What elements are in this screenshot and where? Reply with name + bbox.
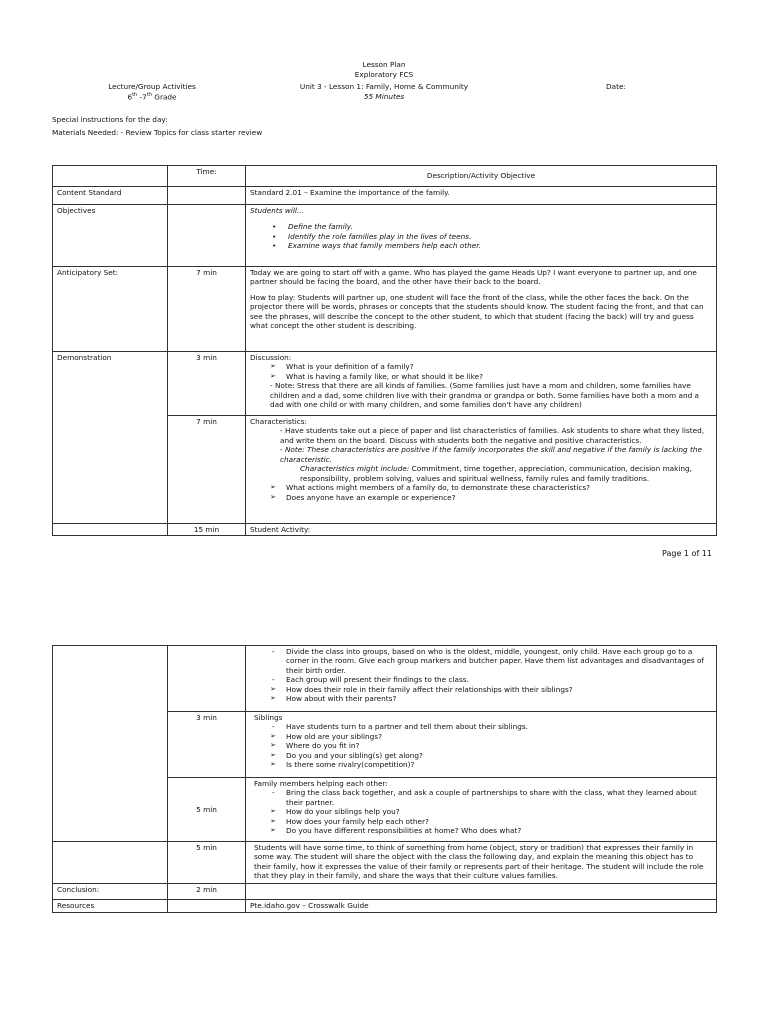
list-item: - Divide the class into groups, based on who is the oldest, middle, youngest, only child. Have each group go to a corner in the room. Give each group markers and butcher paper. Have them list advantages and disadvantages of their birth order. xyxy=(250,647,712,675)
list-item: • Define the family. xyxy=(250,222,712,231)
student-activity-time: 15 min xyxy=(168,524,246,536)
object-activity-time: 5 min xyxy=(168,842,246,884)
conclusion-time: 2 min xyxy=(168,884,246,900)
helping-title: Family members helping each other: xyxy=(254,779,388,788)
time-header: Time: xyxy=(168,166,246,187)
objectives-list xyxy=(250,222,712,250)
helping-questions xyxy=(250,807,712,835)
objectives-label: Objectives xyxy=(53,205,168,267)
list-item: ➢ How do your siblings help you? xyxy=(250,807,712,816)
list-item: ➢ Where do you fit in? xyxy=(250,741,712,750)
helping-steps xyxy=(250,788,712,807)
list-item: ➢ Do you have different responsibilities at home? Who does what? xyxy=(250,826,712,835)
discussion-time: 3 min xyxy=(168,352,246,416)
list-item: ➢ What actions might members of a family do, to demonstrate these characteristics? xyxy=(250,483,712,492)
object-activity-text: Students will have some time, to think of something from home (object, story or tradition) that expresses their family in some way. The student will share the object with the class the following day, and explain the meaning this object has to their family, how it expresses the value of their family or represents part of their heritage. The student will include the role that they play in their family, and share the ways that their culture values families. xyxy=(246,842,717,884)
list-item: ➢ How about with their parents? xyxy=(250,694,712,703)
objectives-intro: Students will… xyxy=(250,206,305,215)
characteristics-instructions: - Have students take out a piece of paper and list characteristics of families. Ask students to share what they listed, and write them on the board. Discuss with students both the negative and positive characteristics. xyxy=(280,426,705,445)
list-item: - Each group will present their findings to the class. xyxy=(250,675,712,684)
lesson-format: Lecture/Group Activities xyxy=(108,82,196,91)
siblings-questions xyxy=(250,732,712,770)
siblings-cell xyxy=(246,712,717,778)
special-instructions: Special instructions for the day: xyxy=(52,115,168,124)
list-item: ➢ How does your family help each other? xyxy=(250,817,712,826)
demonstration-label: Demonstration xyxy=(53,352,168,524)
discussion-title: Discussion: xyxy=(250,353,292,362)
characteristics-cell xyxy=(246,416,717,524)
description-header: Description/Activity Objective xyxy=(246,166,717,187)
discussion-questions xyxy=(250,362,712,381)
student-activity-cell xyxy=(246,646,717,712)
lesson-table-page2 xyxy=(52,645,717,913)
resources-label: Resources xyxy=(53,900,168,913)
grade-level: 6th -7th Grade xyxy=(127,92,177,102)
siblings-steps xyxy=(250,722,712,731)
anticipatory-set-label: Anticipatory Set: xyxy=(53,267,168,352)
list-item: ➢ What is having a family like, or what should it be like? xyxy=(250,372,712,381)
anticipatory-how-to-play: How to play: Students will partner up, one student will face the front of the class, while the other faces the back. On the projector there will be words, phrases or concepts that the students should know. The student facing the front, and that can see the phrases, will describe the concept to the other student, to which that student (facing the back) will try and guess what concept the other student is describing. xyxy=(250,292,704,331)
date-label: Date: xyxy=(606,82,626,91)
student-activity-title: Student Activity: xyxy=(246,524,717,536)
list-item: ➢ Is there some rivalry(competition)? xyxy=(250,760,712,769)
anticipatory-intro: Today we are going to start off with a game. Who has played the game Heads Up? I want everyone to partner up, and one partner should be facing the board, and the other have their back to the board. xyxy=(250,268,697,287)
list-item: • Identify the role families play in the lives of teens. xyxy=(250,232,712,241)
discussion-note: - Note: Stress that there are all kinds of families. (Some families just have a mom and children, some families have children and a dad, some children live with their grandma or grandpa or both. Some families have both a mom and a dad with one child or with many children, and some families don't have any children) xyxy=(270,381,700,410)
characteristics-questions xyxy=(250,483,712,502)
list-item: ➢ Does anyone have an example or experience? xyxy=(250,493,712,502)
siblings-time: 3 min xyxy=(168,712,246,778)
discussion-cell xyxy=(246,352,717,416)
characteristics-title: Characteristics: xyxy=(250,417,308,426)
table-header-empty xyxy=(53,166,168,187)
characteristics-time: 7 min xyxy=(168,416,246,524)
helping-cell xyxy=(246,778,717,842)
page-number: Page 1 of 11 xyxy=(662,549,712,558)
anticipatory-cell xyxy=(246,267,717,352)
materials-needed: Materials Needed: - Review Topics for class starter review xyxy=(52,128,263,137)
list-item: - Have students turn to a partner and tell them about their siblings. xyxy=(250,722,712,731)
lesson-plan-title: Lesson Plan xyxy=(362,60,406,69)
list-item: ➢ Do you and your sibling(s) get along? xyxy=(250,751,712,760)
list-item: • Examine ways that family members help each other. xyxy=(250,241,712,250)
conclusion-label: Conclusion: xyxy=(53,884,168,900)
characteristics-list: Characteristics might include: Commitment, time together, appreciation, communication, decision making, responsibility, problem solving, values and spiritual wellness, family rules and family traditions. xyxy=(300,464,692,483)
content-standard-label: Content Standard xyxy=(53,187,168,205)
lesson-duration: 55 Minutes xyxy=(363,92,405,101)
list-item: - Bring the class back together, and ask a couple of partnerships to share with the class, what they learned about their partner. xyxy=(250,788,712,807)
activity-questions xyxy=(250,685,712,704)
course-name: Exploratory FCS xyxy=(354,70,414,79)
list-item: ➢ How does their role in their family affect their relationships with their siblings? xyxy=(250,685,712,694)
characteristics-note: - Note: These characteristics are positive if the family incorporates the skill and negative if the family is lacking the characteristic. xyxy=(280,445,702,464)
activity-steps xyxy=(250,647,712,685)
anticipatory-time: 7 min xyxy=(168,267,246,352)
content-standard-text: Standard 2.01 – Examine the importance of the family. xyxy=(246,187,717,205)
list-item: ➢ How old are your siblings? xyxy=(250,732,712,741)
siblings-title: Siblings xyxy=(254,713,283,722)
objectives-cell xyxy=(246,205,717,267)
lesson-table-page1 xyxy=(52,165,717,536)
list-item: ➢ What is your definition of a family? xyxy=(250,362,712,371)
resources-text: Pte.idaho.gov – Crosswalk Guide xyxy=(246,900,717,913)
unit-lesson-title: Unit 3 - Lesson 1: Family, Home & Community xyxy=(299,82,469,91)
helping-time: 5 min xyxy=(168,778,246,842)
